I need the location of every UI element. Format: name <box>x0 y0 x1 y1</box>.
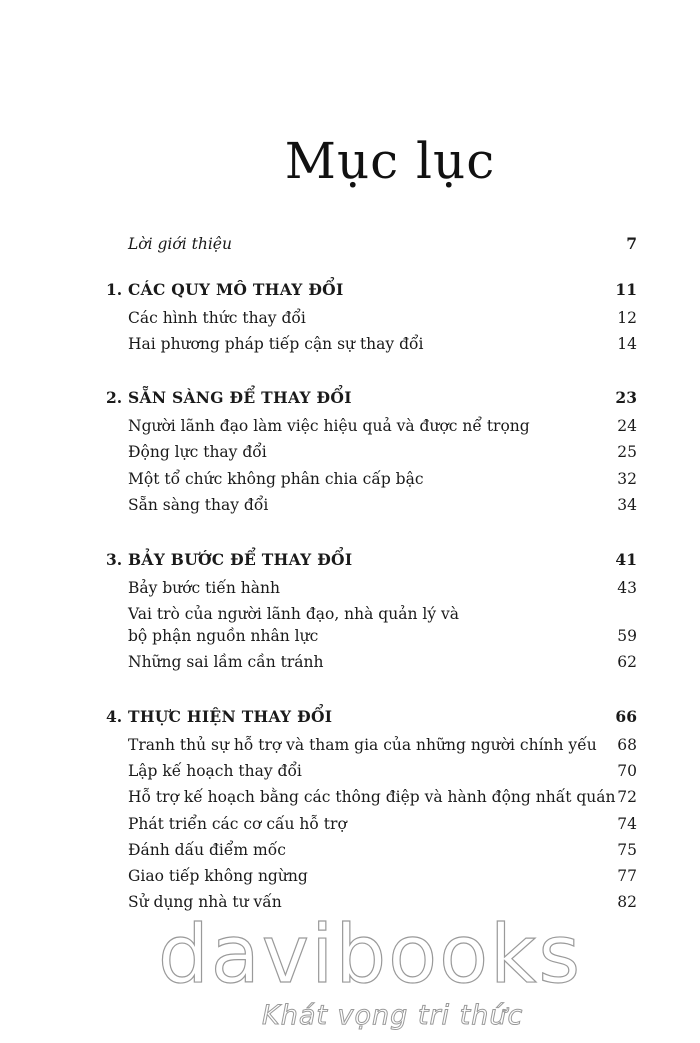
toc-item <box>0 812 700 836</box>
toc-item-page: 12 <box>617 309 637 327</box>
chapter-page: 11 <box>615 280 637 299</box>
toc-item-page: 77 <box>617 867 637 885</box>
toc-item <box>0 306 700 330</box>
toc-item-label: Các hình thức thay đổi <box>128 309 306 327</box>
toc-item-label: Bảy bước tiến hành <box>128 579 280 597</box>
toc-item <box>0 733 700 757</box>
toc-intro <box>0 232 700 256</box>
toc-item-label: Vai trò của người lãnh đạo, nhà quản lý và <box>128 605 459 623</box>
toc-item-page: 24 <box>617 417 637 435</box>
watermark-tagline: Khát vọng tri thức <box>262 1000 524 1031</box>
toc-item-label: Hai phương pháp tiếp cận sự thay đổi <box>128 335 424 353</box>
toc-item-label: Tranh thủ sự hỗ trợ và tham gia của những người chính yếu <box>128 736 597 754</box>
toc-item <box>0 759 700 783</box>
toc-item <box>0 785 700 809</box>
toc-item-page: 74 <box>617 815 637 833</box>
toc-item-label: Người lãnh đạo làm việc hiệu quả và được nể trọng <box>128 417 530 435</box>
toc-intro-label: Lời giới thiệu <box>128 235 232 253</box>
chapter-title: CÁC QUY MÔ THAY ĐỔI <box>128 280 344 299</box>
toc-item <box>0 467 700 491</box>
chapter-number: 3. <box>106 550 123 569</box>
toc-item-page: 75 <box>617 841 637 859</box>
chapter-number: 4. <box>106 707 123 726</box>
toc-item <box>0 838 700 862</box>
chapter-title: THỰC HIỆN THAY ĐỔI <box>128 707 333 726</box>
toc-item-label: Đánh dấu điểm mốc <box>128 841 286 859</box>
watermark-brand: davibooks <box>158 908 583 1001</box>
chapter-number: 2. <box>106 388 123 407</box>
toc-item <box>0 440 700 464</box>
toc-item-label: Giao tiếp không ngừng <box>128 867 308 885</box>
toc-chapter-3 <box>0 548 700 572</box>
chapter-page: 41 <box>615 550 637 569</box>
chapter-title: SẴN SÀNG ĐỂ THAY ĐỔI <box>128 388 352 407</box>
toc-item-page: 62 <box>617 653 637 671</box>
toc-item-page: 72 <box>617 788 637 806</box>
chapter-page: 66 <box>615 707 637 726</box>
toc-item-label: Hỗ trợ kế hoạch bằng các thông điệp và hành động nhất quán <box>128 788 616 806</box>
toc-item-label: Một tổ chức không phân chia cấp bậc <box>128 470 424 488</box>
toc-item <box>0 602 700 626</box>
toc-item-page: 43 <box>617 579 637 597</box>
chapter-title: BẢY BƯỚC ĐỂ THAY ĐỔI <box>128 550 353 569</box>
toc-item-label: Lập kế hoạch thay đổi <box>128 762 302 780</box>
toc-chapter-2 <box>0 386 700 410</box>
toc-chapter-1 <box>0 278 700 302</box>
toc-item <box>0 576 700 600</box>
toc-item-page: 68 <box>617 736 637 754</box>
toc-item-label: Phát triển các cơ cấu hỗ trợ <box>128 815 347 833</box>
toc-item <box>0 864 700 888</box>
toc-intro-page: 7 <box>626 234 637 253</box>
toc-item-page: 25 <box>617 443 637 461</box>
chapter-number: 1. <box>106 280 123 299</box>
toc-item <box>0 332 700 356</box>
toc-item-label: Sẵn sàng thay đổi <box>128 496 269 514</box>
toc-item-label: Động lực thay đổi <box>128 443 267 461</box>
toc-item <box>0 650 700 674</box>
toc-item-page: 14 <box>617 335 637 353</box>
toc-item-page: 32 <box>617 470 637 488</box>
toc-item-label: bộ phận nguồn nhân lực <box>128 627 319 645</box>
chapter-page: 23 <box>615 388 637 407</box>
toc-item-label: Sử dụng nhà tư vấn <box>128 893 282 911</box>
toc-item <box>0 624 700 648</box>
toc-item-label: Những sai lầm cần tránh <box>128 653 324 671</box>
toc-item <box>0 493 700 517</box>
toc-item-page: 34 <box>617 496 637 514</box>
toc-item-page: 82 <box>617 893 637 911</box>
toc-item-page: 59 <box>617 627 637 645</box>
toc-item <box>0 414 700 438</box>
page-title: Mục lục <box>284 132 496 190</box>
toc-item-page: 70 <box>617 762 637 780</box>
toc-chapter-4 <box>0 705 700 729</box>
